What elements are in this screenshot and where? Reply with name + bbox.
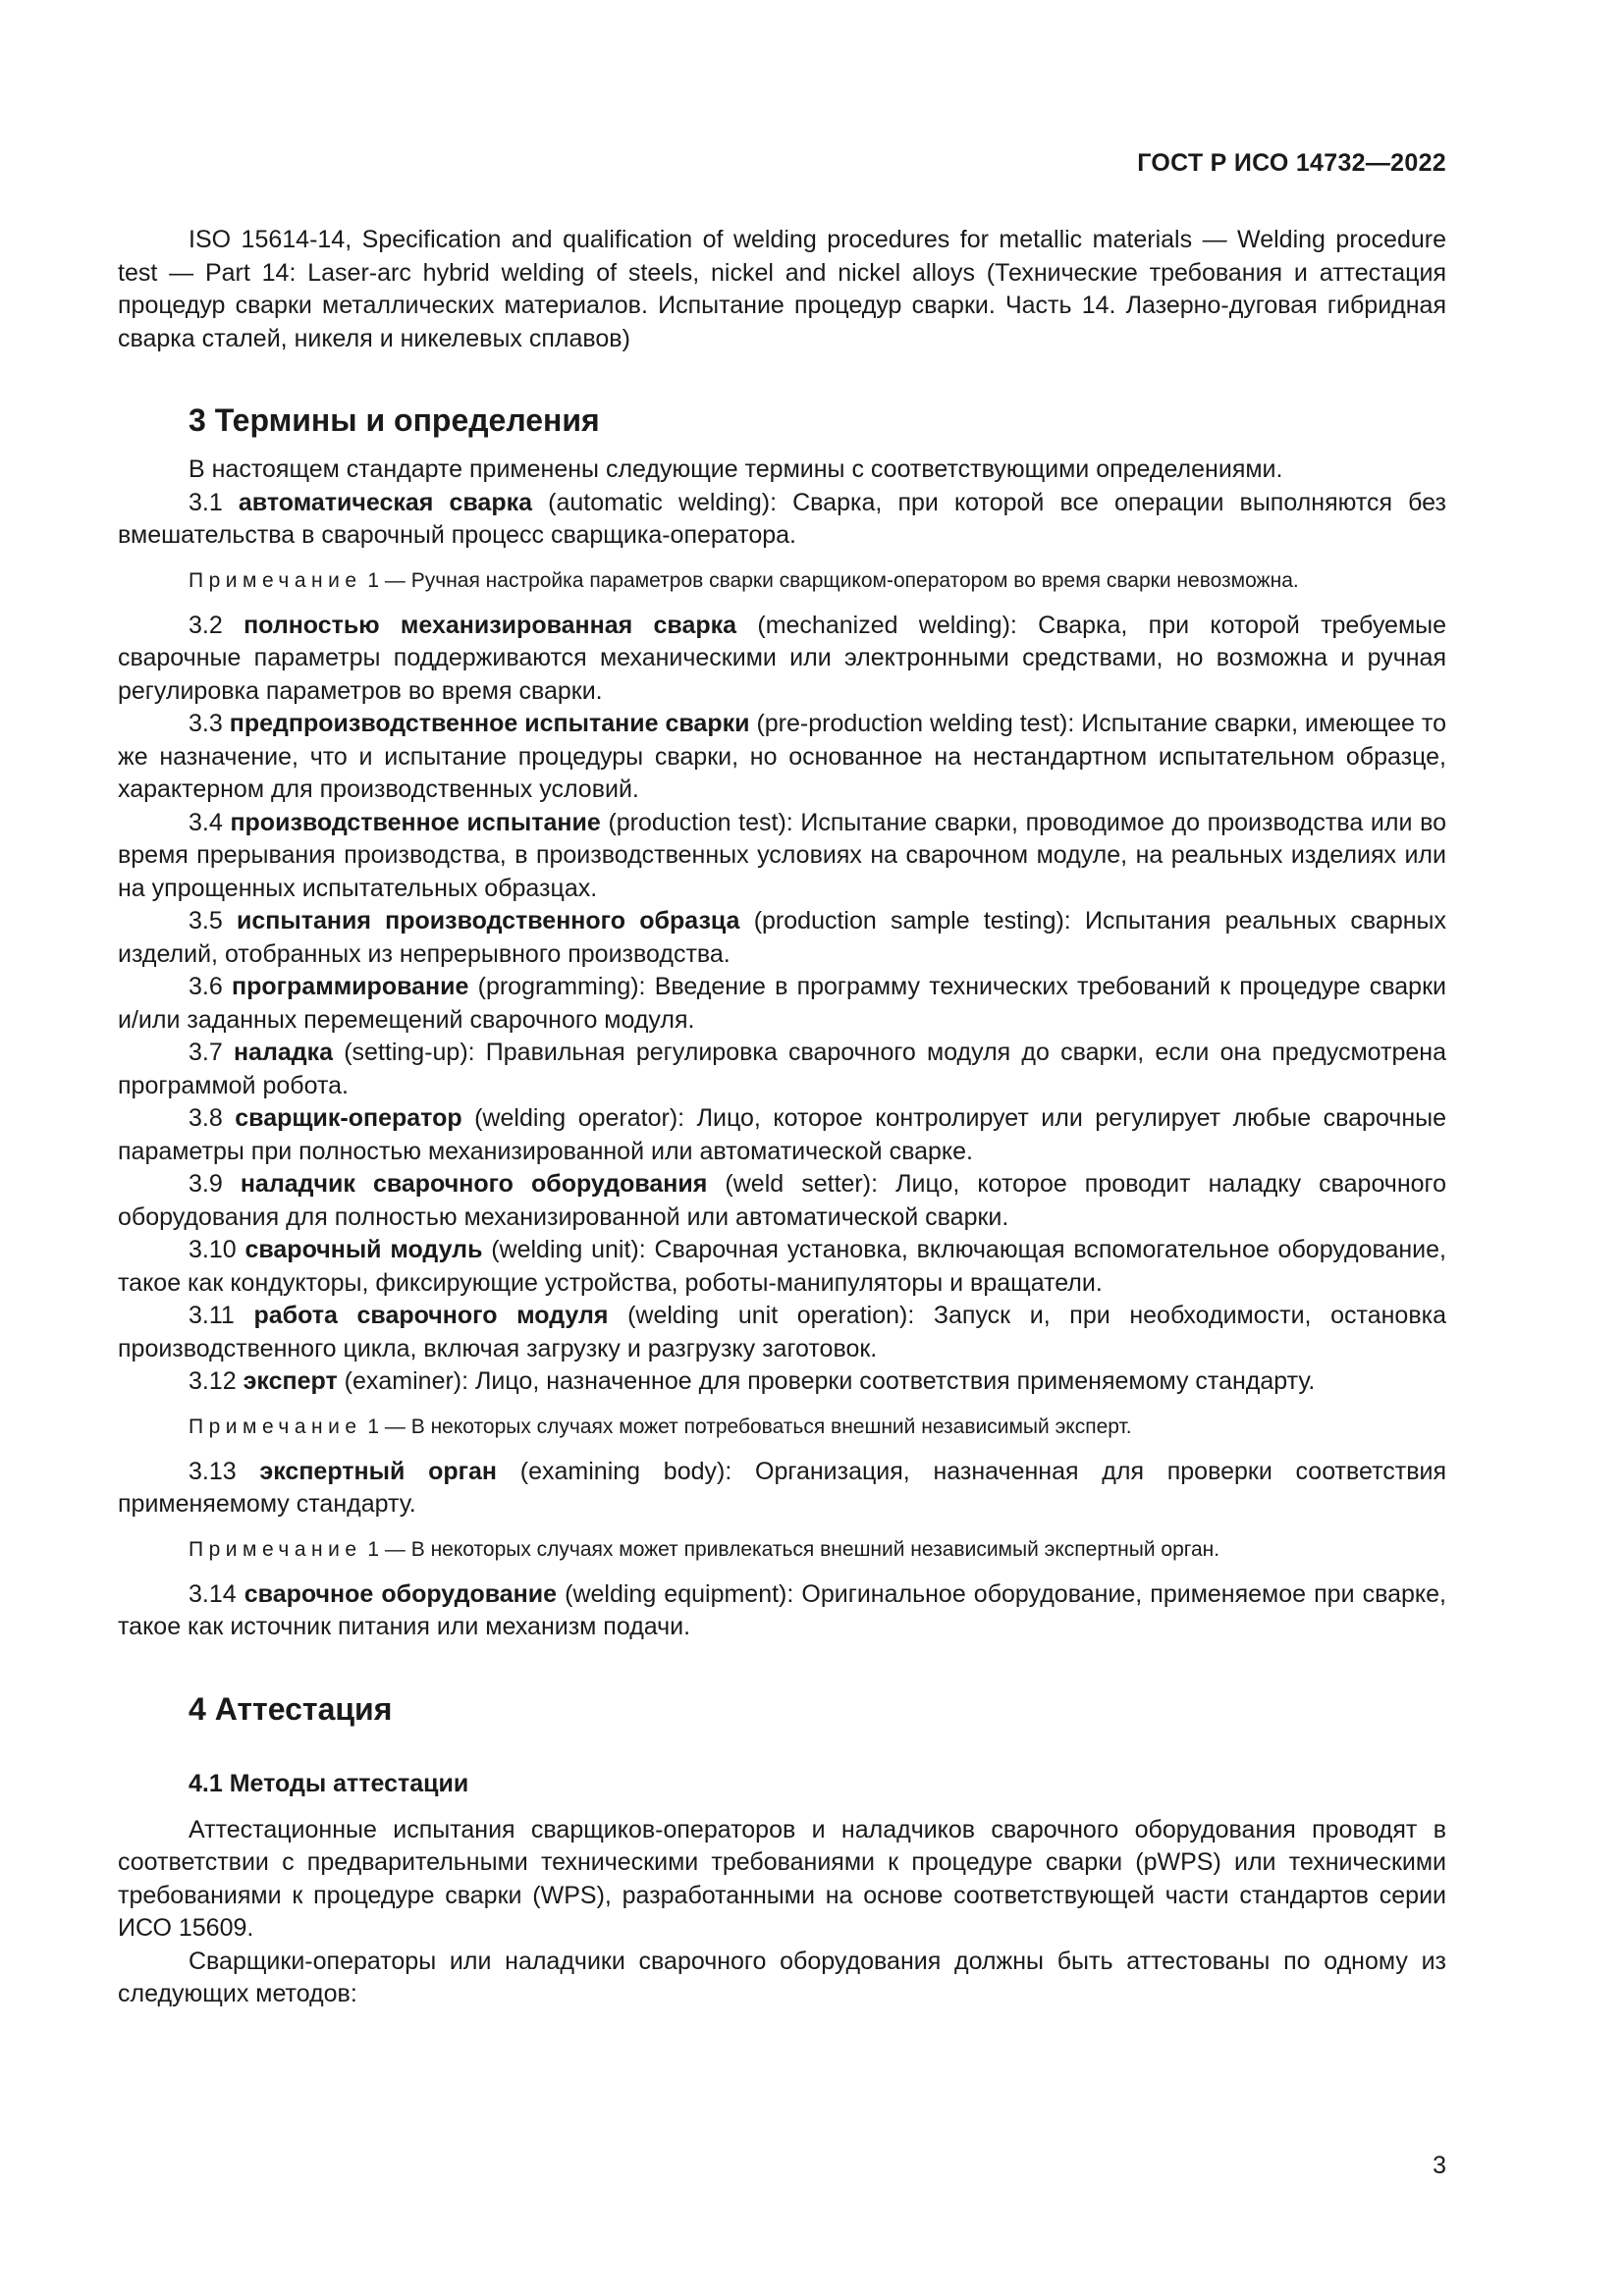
note-3-1: Примечание 1 — Ручная настройка параметров сварки сварщиком-оператором во время сварки невозможна. bbox=[189, 568, 1299, 592]
term-3-8: 3.8 сварщик-оператор (welding operator): Лицо, которое контролирует или регулирует любые сварочные параметры при полностью механизированной или автоматической сварке. bbox=[118, 1104, 1446, 1165]
term-name: работа сварочного модуля bbox=[253, 1302, 609, 1329]
note-3-13: Примечание 1 — В некоторых случаях может привлекаться внешний независимый экспертный орган. bbox=[189, 1537, 1220, 1561]
section-4-heading: 4 Аттестация bbox=[189, 1690, 393, 1727]
section-4-1-para-1: Аттестационные испытания сварщиков-операторов и наладчиков сварочного оборудования проводят в соответствии с предварительными техническими требованиями к процедуре сварки (pWPS) или техническими требованиями к процедуре сварки (WPS), разработанными на основе соответствующей части стандартов серии ИСО 15609. bbox=[118, 1815, 1446, 1942]
term-name: сварщик-оператор bbox=[235, 1104, 462, 1132]
term-3-7: 3.7 наладка (setting-up): Правильная регулировка сварочного модуля до сварки, если она предусмотрена программой робота. bbox=[118, 1039, 1446, 1099]
document-page bbox=[118, 0, 1446, 2296]
term-3-11: 3.11 работа сварочного модуля (welding unit operation): Запуск и, при необходимости, остановка производственного цикла, включая загрузку и разгрузку заготовок. bbox=[118, 1302, 1446, 1362]
term-name: сварочный модуль bbox=[244, 1236, 483, 1263]
term-name: экспертный орган bbox=[259, 1457, 498, 1485]
term-3-2: 3.2 полностью механизированная сварка (mechanized welding): Сварка, при которой требуемые сварочные параметры поддерживаются механическими или электронными средствами, но возможна и ручная регулировка параметров во время сварки. bbox=[118, 611, 1447, 705]
term-name: наладка bbox=[233, 1039, 334, 1066]
term-3-9: 3.9 наладчик сварочного оборудования (weld setter): Лицо, которое проводит наладку сварочного оборудования для полностью механизированной или автоматической сварки. bbox=[118, 1170, 1447, 1231]
term-3-4: 3.4 производственное испытание (production test): Испытание сварки, проводимое до производства или во время прерывания производства, в производственных условиях на сварочном модуле, на реальных изделиях или на упрощенных испытательных образцах. bbox=[118, 808, 1446, 902]
term-3-5: 3.5 испытания производственного образца (production sample testing): Испытания реальных сварных изделий, отобранных из непрерывного производства. bbox=[118, 907, 1446, 968]
intro-reference: ISO 15614-14, Specification and qualification of welding procedures for metallic materials — Welding procedure test — Part 14: Laser-arc hybrid welding of steels, nickel and nickel alloys (Технические требования и аттестация процедур сварки металлических материалов. Испытание процедур сварки. Часть 14. Лазерно-дуговая гибридная сварка сталей, никеля и никелевых сплавов) bbox=[118, 226, 1446, 352]
term-name: полностью механизированная сварка bbox=[244, 611, 737, 639]
term-3-3: 3.3 предпроизводственное испытание сварки (pre-production welding test): Испытание сварки, имеющее то же назначение, что и испытание процедуры сварки, но основанное на нестандартном испытательном образце, характерном для производственных условий. bbox=[118, 710, 1446, 803]
section-3-heading: 3 Термины и определения bbox=[189, 402, 600, 438]
section-4-1-para-2: Сварщики-операторы или наладчики сварочного оборудования должны быть аттестованы по одному из следующих методов: bbox=[118, 1947, 1446, 2007]
term-name: программирование bbox=[231, 973, 469, 1000]
term-name: сварочное оборудование bbox=[244, 1579, 558, 1608]
subsection-4-1-heading: 4.1 Методы аттестации bbox=[189, 1769, 469, 1797]
section-3-lead: В настоящем стандарте применены следующие термины с соответствующими определениями. bbox=[189, 455, 1283, 483]
term-3-14: 3.14 сварочное оборудование (welding equipment): Оригинальное оборудование, применяемое при сварке, такое как источник питания или механизм подачи. bbox=[118, 1579, 1446, 1640]
term-3-10: 3.10 сварочный модуль (welding unit): Сварочная установка, включающая вспомогательное оборудование, такое как кондукторы, фиксирующие устройства, роботы-манипуляторы и вращатели. bbox=[118, 1236, 1446, 1297]
page-number: 3 bbox=[1433, 2152, 1446, 2179]
document-body bbox=[118, 224, 1446, 2011]
term-3-12: 3.12 эксперт (examiner): Лицо, назначенное для проверки соответствия применяемому стандарту. bbox=[189, 1367, 1316, 1395]
term-3-13: 3.13 экспертный орган (examining body): Организация, назначенная для проверки соответствия применяемому стандарту. bbox=[118, 1457, 1446, 1518]
note-3-12: Примечание 1 — В некоторых случаях может потребоваться внешний независимый эксперт. bbox=[189, 1415, 1132, 1438]
term-3-6: 3.6 программирование (programming): Введение в программу технических требований к процедуре сварки и/или заданных перемещений сварочного модуля. bbox=[118, 973, 1446, 1034]
term-name: эксперт bbox=[243, 1367, 338, 1395]
term-name: наладчик сварочного оборудования bbox=[240, 1170, 708, 1198]
standard-header: ГОСТ Р ИСО 14732—2022 bbox=[1137, 149, 1446, 177]
term-name: производственное испытание bbox=[230, 808, 601, 836]
term-name: испытания производственного образца bbox=[237, 907, 740, 934]
term-name: автоматическая сварка bbox=[238, 488, 533, 516]
term-3-1: 3.1 автоматическая сварка (automatic welding): Сварка, при которой все операции выполняются без вмешательства в сварочный процесс сварщика-оператора. bbox=[118, 488, 1446, 549]
term-name: предпроизводственное испытание сварки bbox=[229, 710, 750, 737]
